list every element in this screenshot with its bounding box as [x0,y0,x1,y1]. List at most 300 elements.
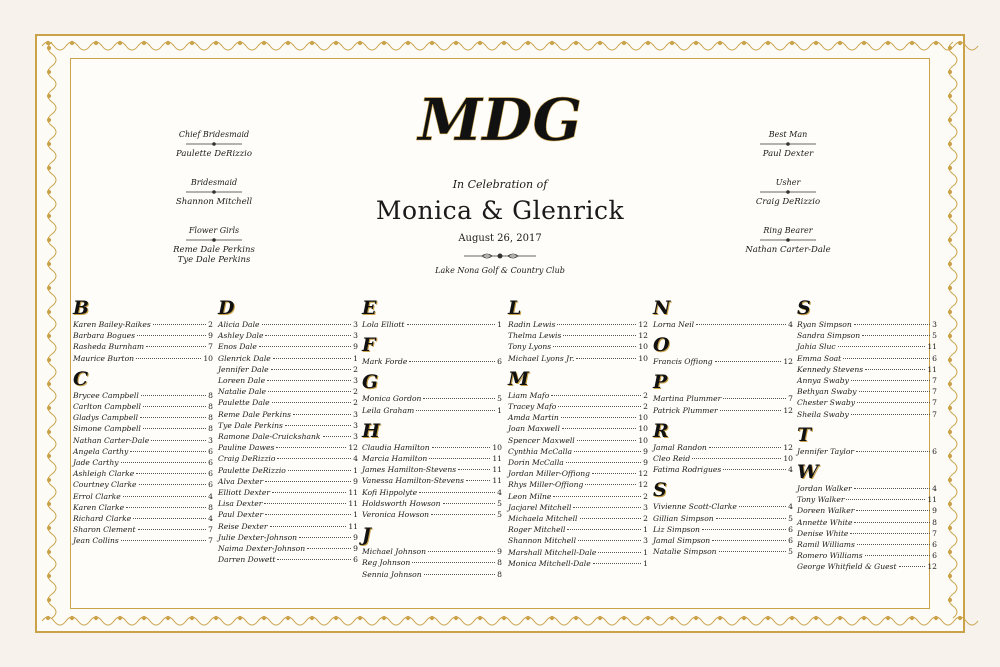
dot-leader [133,518,206,519]
guest-row [73,491,213,502]
dot-leader [723,469,786,470]
dot-leader [277,559,351,560]
guest-name: Amda Martin [508,413,559,423]
guest-name: Joan Maxwell [508,424,560,434]
dot-leader [719,551,787,552]
guest-row [73,468,213,479]
table-number: 9 [932,506,937,516]
party-role-block [134,178,294,207]
table-number: 9 [497,547,502,557]
guest-row [653,524,793,535]
guest-name: Denise White [797,528,849,538]
guest-row [218,319,358,330]
guest-row [508,502,648,513]
dot-leader [264,503,346,504]
guest-row [73,330,213,341]
dot-leader [121,540,206,541]
table-number: 5 [497,510,502,520]
dot-leader [851,414,930,415]
guest-row [73,502,213,513]
guest-name: Sharon Clement [73,525,136,535]
guest-name: Jamal Simpson [653,536,711,546]
dot-leader [273,358,351,359]
guest-name: Roger Mitchell [508,525,566,535]
dot-leader [276,447,346,448]
guest-row [653,442,793,453]
party-member-name: Paul Dexter [762,149,814,159]
guest-row [218,364,358,375]
guest-name: Karen Clarke [73,502,125,512]
dot-leader [856,510,930,511]
table-number: 1 [497,320,502,329]
guest-name: Shannon Mitchell [508,536,577,546]
dot-leader [429,458,490,459]
guest-name: Sheila Swaby [797,409,849,419]
guest-row [797,364,937,375]
table-number: 7 [932,376,937,386]
table-number: 10 [203,353,213,363]
guest-name: Jordan Walker [797,484,852,494]
table-number: 5 [788,513,793,523]
divider-ornament-icon [758,189,818,195]
guest-name: Holdsworth Howson [362,498,441,508]
table-number: 12 [783,357,793,367]
guest-name: Natalie Dale [218,387,267,397]
guest-row [73,435,213,446]
guest-name: Francis Offiong [653,357,713,367]
party-role-block [708,178,868,207]
guest-name: Bethyan Swaby [797,387,857,397]
guest-name: Alva Dexter [218,476,264,486]
group-letter: J [362,524,371,547]
guest-row [73,524,213,535]
table-number: 12 [638,331,648,341]
guest-name: Tracey Mafo [508,402,557,412]
guest-row [797,409,937,420]
dot-leader [859,391,931,392]
guest-row [218,431,358,442]
table-number: 3 [932,320,937,329]
guest-name: Paul Dexter [218,510,264,520]
dot-leader [267,380,351,381]
table-number: 1 [353,465,358,475]
guest-name: Fatima Rodrigues [653,465,722,475]
table-number: 6 [353,555,358,565]
guest-letter-group [362,297,502,330]
guest-name: Michael Johnson [362,547,426,557]
dot-leader [574,451,641,452]
guest-name: Patrick Plummer [653,405,718,415]
guest-row [362,405,502,416]
guest-row [218,353,358,364]
guest-row [797,330,937,341]
guest-name: Veronica Howson [362,510,430,520]
guest-name: Leila Graham [362,405,415,415]
table-number: 4 [788,502,793,512]
guest-name: Jean Collins [73,536,119,546]
guest-row [218,487,358,498]
guest-name: Marcia Hamilton [362,454,428,464]
guest-row [508,513,648,524]
table-number: 11 [348,499,358,509]
guest-row [218,386,358,397]
guest-column [218,297,358,569]
guest-row [362,557,502,568]
guest-name: Jennifer Taylor [797,446,855,456]
dot-leader [846,499,925,500]
guest-name: Annette White [797,517,853,527]
guest-name: Ashleigh Clarke [73,469,135,479]
table-number: 7 [932,528,937,538]
guest-name: Cleo Reid [653,454,691,464]
guest-name: Romero Williams [797,551,863,561]
dot-leader [136,358,201,359]
guest-row [797,550,937,561]
table-number: 4 [353,454,358,464]
guest-letter-group [653,420,793,476]
guest-letter-group [797,461,937,573]
guest-name: Ashley Dale [218,331,264,341]
dot-leader [598,552,641,553]
couple-names: Monica & Glenrick [375,196,625,225]
guest-name: Jahia Sluc [797,342,836,352]
guest-row [508,412,648,423]
table-number: 7 [932,398,937,408]
guest-name: Mark Forde [362,357,408,367]
table-number: 11 [927,342,937,352]
guest-row [797,561,937,572]
guest-row [797,505,937,516]
guest-row [73,412,213,423]
table-number: 11 [927,364,937,374]
dot-leader [593,563,641,564]
party-role: Ring Bearer [763,226,813,235]
guest-name: Ryan Simpson [797,320,852,329]
table-number: 1 [643,525,648,535]
guest-row [653,393,793,404]
table-number: 6 [932,353,937,363]
table-number: 12 [638,480,648,490]
table-number: 12 [927,562,937,572]
guest-letter-group [73,297,213,364]
divider-ornament-icon [758,237,818,243]
guest-row [653,535,793,546]
dot-leader [720,410,782,411]
guest-row [362,356,502,367]
guest-name: Martina Plummer [653,394,722,404]
guest-name: Ramil Williams [797,540,855,550]
dot-leader [580,518,642,519]
group-letter: G [362,371,379,394]
table-number: 1 [643,558,648,568]
guest-row [653,464,793,475]
dot-leader [419,492,495,493]
guest-row [797,446,937,457]
table-number: 6 [932,540,937,550]
guest-row [73,423,213,434]
guest-row [797,375,937,386]
dot-leader [856,451,930,452]
guest-column [797,297,937,577]
dot-leader [458,469,490,470]
table-number: 9 [643,446,648,456]
guest-row [508,330,648,341]
table-number: 7 [208,536,213,546]
table-number: 5 [497,498,502,508]
svg-text:MDG: MDG [417,86,583,154]
table-number: 2 [643,514,648,524]
group-letter: P [653,371,668,394]
guest-name: Vanessa Hamilton-Stevens [362,476,465,486]
guest-name: Cynthia McCalla [508,446,573,456]
table-number: 3 [353,420,358,430]
table-number: 4 [932,484,937,494]
party-role: Flower Girls [188,226,240,235]
dot-leader [443,503,496,504]
guest-row [218,442,358,453]
divider-ornament-icon [184,189,244,195]
dot-leader [715,361,782,362]
guest-row [653,356,793,367]
dot-leader [558,406,641,407]
group-letter: O [653,334,670,357]
dot-leader [563,335,636,336]
guest-row [362,464,502,475]
dot-leader [553,496,641,497]
guest-name: Tony Lyons [508,342,552,352]
guest-name: Lisa Dexter [218,499,263,509]
guest-row [73,535,213,546]
group-letter: R [653,419,669,442]
dot-leader [293,414,351,415]
guest-row [218,453,358,464]
group-letter: S [653,479,667,502]
guest-row [797,319,937,330]
group-letter: T [797,423,812,446]
party-role-block [134,130,294,159]
table-number: 3 [353,432,358,442]
guest-name: Tony Walker [797,495,845,505]
guest-row [218,543,358,554]
dot-leader [151,440,206,441]
dot-leader [153,324,206,325]
group-letter: S [797,297,811,319]
guest-letter-group [797,297,937,420]
dot-leader [431,514,495,515]
guest-row [653,546,793,557]
guest-name: Chester Swaby [797,398,856,408]
party-role-block [134,226,294,265]
dot-leader [270,526,347,527]
table-number: 12 [783,405,793,415]
table-number: 1 [643,547,648,557]
dot-leader [843,358,930,359]
guest-name: Naima Dexter-Johnson [218,544,306,554]
guest-letter-group [362,371,502,415]
table-number: 3 [353,320,358,329]
guest-row [218,420,358,431]
guest-row [653,453,793,464]
dot-leader [723,398,786,399]
table-number: 8 [208,402,213,412]
party-role: Best Man [768,130,808,139]
dot-leader [407,324,496,325]
group-letter: F [362,334,376,357]
dot-leader [576,358,636,359]
table-number: 3 [208,435,213,445]
guest-row [508,558,648,569]
guest-letter-group [653,334,793,367]
table-number: 3 [353,331,358,341]
guest-row [508,446,648,457]
table-number: 6 [932,446,937,456]
guest-name: Michaela Mitchell [508,514,578,524]
dot-leader [567,529,641,530]
guest-row [218,465,358,476]
divider-ornament-icon [462,251,538,261]
dot-leader [899,566,926,567]
party-member-name: Reme Dale Perkins [173,245,255,255]
table-number: 3 [643,536,648,546]
dot-leader [578,540,641,541]
party-role: Bridesmaid [190,178,238,187]
dot-leader [551,395,641,396]
guest-row [362,509,502,520]
guest-name: Dorin McCalla [508,458,564,468]
table-number: 12 [638,320,648,329]
dot-leader [299,537,351,538]
table-number: 8 [208,413,213,423]
guest-row [797,397,937,408]
dot-leader [428,551,495,552]
guest-name: Rhys Miller-Offiong [508,480,584,490]
guest-name: Radin Lewis [508,320,556,329]
guest-name: Gladys Campbell [73,413,139,423]
dot-leader [577,440,637,441]
party-member-name: Paulette DeRizzio [176,149,252,159]
table-number: 6 [497,357,502,367]
dot-leader [137,335,206,336]
table-number: 1 [497,405,502,415]
guest-row [218,397,358,408]
guest-row [797,341,937,352]
table-number: 2 [353,398,358,408]
table-number: 12 [348,443,358,453]
guest-row [797,494,937,505]
group-letter: E [362,297,377,319]
monogram-icon [415,78,585,170]
party-role-block [708,130,868,159]
party-role: Chief Bridesmaid [178,130,250,139]
dot-leader [146,346,206,347]
table-number: 11 [492,476,502,486]
table-number: 9 [353,532,358,542]
dot-leader [271,369,352,370]
dot-leader [561,417,637,418]
table-number: 10 [638,353,648,363]
guest-letter-group [797,424,937,457]
guest-name: Loreen Dale [218,376,266,386]
party-member-name: Craig DeRizzio [755,197,821,207]
dot-leader [850,533,930,534]
table-number: 9 [353,342,358,352]
table-number: 4 [497,487,502,497]
dot-leader [265,514,351,515]
guest-row [508,390,648,401]
guest-column [508,297,648,573]
guest-row [362,442,502,453]
dot-leader [432,447,491,448]
group-letter: M [508,367,530,390]
dot-leader [553,346,636,347]
party-member-name: Shannon Mitchell [175,197,253,207]
dot-leader [130,451,206,452]
dot-leader [857,402,930,403]
guest-column [362,297,502,584]
table-number: 1 [353,353,358,363]
dot-leader [692,458,781,459]
dot-leader [136,473,206,474]
guest-name: Craig DeRizzio [218,454,276,464]
guest-row [508,468,648,479]
divider-ornament-icon [184,141,244,147]
table-number: 4 [208,514,213,524]
dot-leader [466,480,490,481]
guest-row [508,353,648,364]
guest-name: Simone Campbell [73,424,141,434]
guest-row [797,539,937,550]
guest-row [508,401,648,412]
guest-row [797,483,937,494]
dot-leader [585,484,636,485]
table-number: 10 [783,454,793,464]
dot-leader [865,555,931,556]
party-role: Usher [775,178,801,187]
guest-name: Courtney Clarke [73,480,137,490]
group-letter: L [508,297,522,319]
guest-row [508,491,648,502]
table-number: 6 [208,446,213,456]
guest-letter-group [653,479,793,557]
table-number: 6 [208,469,213,479]
table-number: 7 [932,409,937,419]
guest-row [218,509,358,520]
guest-row [218,521,358,532]
dot-leader [123,496,206,497]
guest-row [73,390,213,401]
table-number: 9 [643,458,648,468]
guest-row [362,569,502,580]
guest-name: Thelma Lewis [508,331,562,341]
table-number: 3 [353,376,358,386]
table-number: 10 [638,435,648,445]
guest-name: Paulette DeRizzio [218,465,286,475]
dot-leader [143,428,206,429]
guest-letter-group [653,297,793,330]
celebration-text: In Celebration of [452,178,548,191]
guest-name: Angela Carthy [73,446,129,456]
guest-name: Reme Dale Perkins [218,409,291,419]
guest-row [508,479,648,490]
guest-name: Sennia Johnson [362,569,422,579]
guest-name: Barbara Bogues [73,331,135,341]
guest-row [218,554,358,565]
table-number: 10 [638,424,648,434]
guest-row [73,341,213,352]
table-number: 10 [638,342,648,352]
guest-row [508,319,648,330]
table-number: 8 [208,390,213,400]
